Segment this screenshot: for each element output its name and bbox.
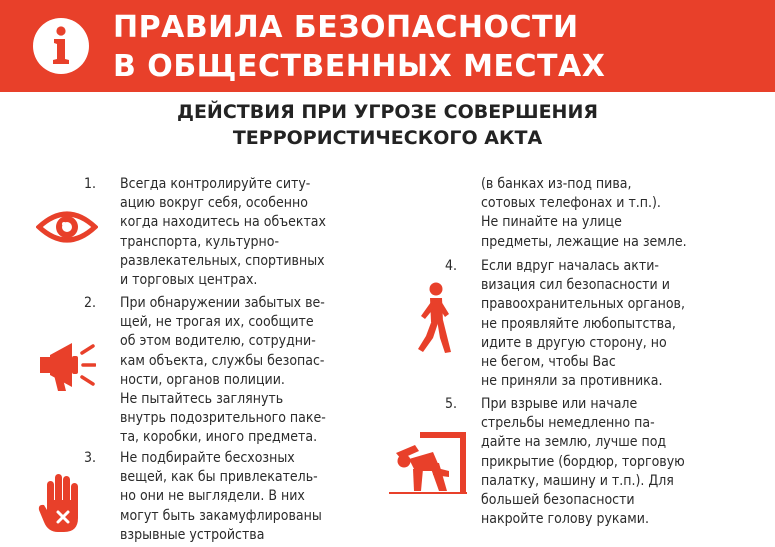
banner-title-line-1: ПРАВИЛА БЕЗОПАСНОСТИ (113, 10, 579, 45)
rule-text: Не подбирайте бесхозных вещей, как бы привлекатель- но они не выглядели. В них могут быть закамуфлированы взрывные устройства (120, 450, 322, 543)
header-banner (0, 0, 775, 92)
eye-icon (36, 207, 98, 251)
info-icon (33, 18, 89, 74)
rule-text: Если вдруг началась акти- визация сил безопасности и правоохранительных органов, не проявляйте любопытства, идите в другую сторону, но не бегом, чтобы Вас не приняли за противника. (481, 258, 685, 390)
rule-text: При обнаружении забытых ве- щей, не трогая их, сообщите об этом водителю, сотрудни- кам объекта, службы безопас- ности, органов полиции. Не пытайтесь заглянуть внутрь подозрительного паке- та, коробки, иного предмета. (120, 295, 326, 446)
duck-and-cover-icon (387, 431, 469, 499)
rule-text-continuation: (в банках из-под пива, сотовых телефонах и т.п.). Не пинайте на улице предметы, лежащие на земле. (481, 176, 687, 250)
stop-hand-icon (38, 472, 86, 538)
rule-number: 2. (84, 295, 97, 311)
banner-title-line-2: В ОБЩЕСТВЕННЫХ МЕСТАХ (113, 49, 606, 84)
rule-number: 5. (445, 396, 458, 412)
rule-number: 3. (84, 450, 97, 466)
rule-number: 1. (84, 176, 97, 192)
rule-number: 4. (445, 258, 458, 274)
subtitle-line-2: ТЕРРОРИСТИЧЕСКОГО АКТА (232, 127, 543, 149)
rule-text: При взрыве или начале стрельбы немедленно па- дайте на землю, лучше под прикрытие (бордюр, торговую палатку, машину и т.п.). Для большей безопасности накройте голову руками. (481, 396, 685, 528)
walking-person-icon (415, 282, 455, 358)
megaphone-icon (38, 339, 96, 397)
subtitle-line-1: ДЕЙСТВИЯ ПРИ УГРОЗЕ СОВЕРШЕНИЯ (177, 101, 598, 123)
rule-text: Всегда контролируйте ситу- ацию вокруг себя, особенно когда находитесь на объектах транспорта, культурно- развлекательных, спортивных и торговых центрах. (120, 176, 326, 289)
